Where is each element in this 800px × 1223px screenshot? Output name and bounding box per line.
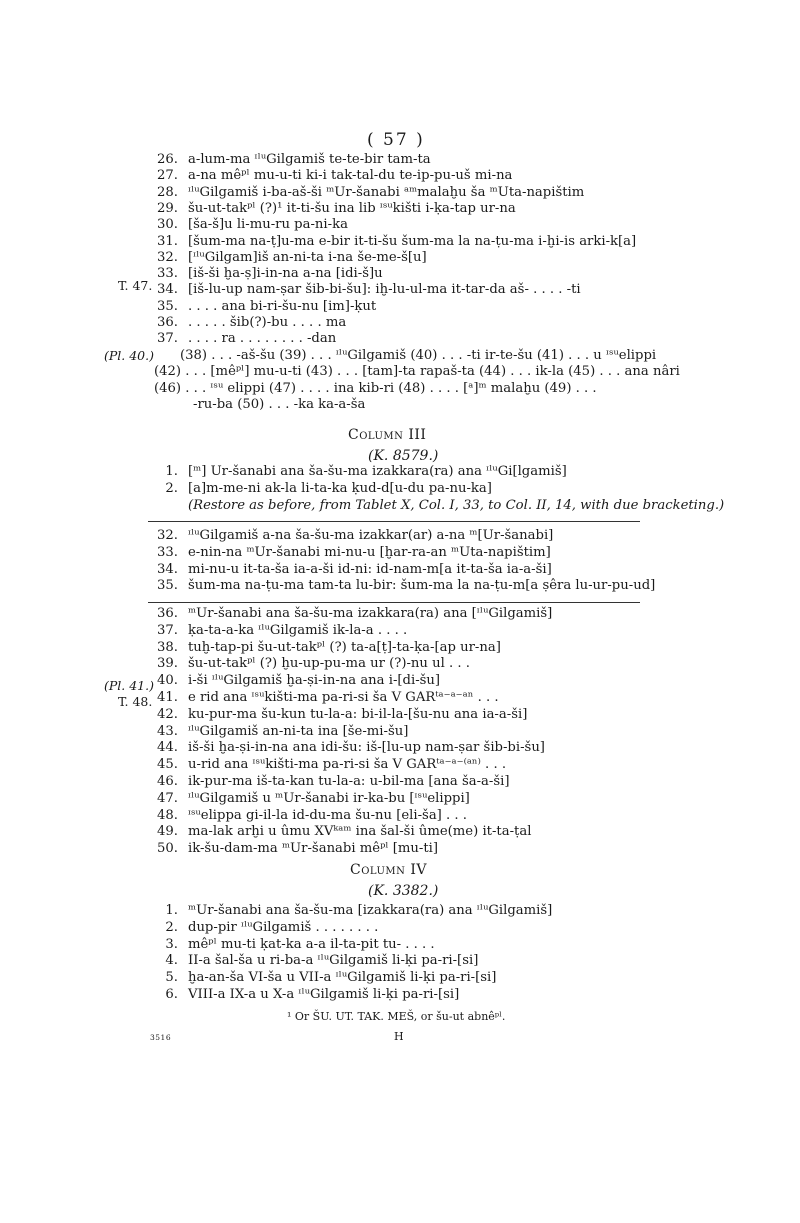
restoration-note: (Restore as before, from Tablet X, Col. I, 33, to Col. II, 14, with due bracketing.) xyxy=(188,498,725,513)
tablet-ref-t48: T. 48. xyxy=(118,694,153,709)
line-number: 32. xyxy=(157,249,178,265)
line-number: 28. xyxy=(157,184,178,200)
line-number: 45. xyxy=(157,757,178,773)
line-number: 2. xyxy=(165,481,178,496)
line-number: 43. xyxy=(157,723,178,739)
line-number: 42. xyxy=(157,706,178,722)
line-text: ḫa-an-ša VI-ša u VII-a ᶦˡᵘGilgamiš li-ḳi pa-ri-[si] xyxy=(188,970,497,986)
line-text: ᵐUr-šanabi ana ša-šu-ma izakkara(ra) ana [ᶦˡᵘGilgamiš] xyxy=(188,606,553,621)
line-text: i-ši ᶦˡᵘGilgamiš ḫa-ṣi-in-na ana i-[di-šu] xyxy=(188,673,441,689)
line-text: ᶦˡᵘGilgamiš i-ba-aš-ši ᵐUr-šanabi ᵃᵐmalaḫu ša ᵐUta-napištim xyxy=(188,184,585,200)
line-text: dup-pir ᶦˡᵘGilgamiš . . . . . . . . xyxy=(188,919,379,935)
line-text: šu-ut-takᵖˡ (?)¹ it-ti-šu ina lib ᶦˢᵘkišti i-ḳa-tap ur-na xyxy=(188,200,516,216)
run-line: (46) . . . ᶦˢᵘ elippi (47) . . . . ina kib-ri (48) . . . . [ᵃ]ᵐ malaḫu (49) . . . xyxy=(154,380,597,396)
line-text: . . . . . šib(?)-bu . . . . ma xyxy=(188,315,347,330)
line-number: 35. xyxy=(157,298,178,314)
tablet-ref-t47: T. 47. xyxy=(118,278,153,293)
line-number: 49. xyxy=(157,824,178,840)
line-number: 26. xyxy=(157,152,178,167)
line-number: 1. xyxy=(165,903,178,918)
line-text: [ᵐ] Ur-šanabi ana ša-šu-ma izakkara(ra) ana ᶦˡᵘGi[lgamiš] xyxy=(188,464,567,479)
column-4-heading: Column IV xyxy=(350,862,428,878)
line-text: ᵐUr-šanabi ana ša-šu-ma [izakkara(ra) ana ᶦˡᵘGilgamiš] xyxy=(188,903,553,918)
divider-rule-2 xyxy=(148,602,640,603)
line-number: 4. xyxy=(165,953,178,969)
line-text: ᶦˡᵘGilgamiš u ᵐUr-šanabi ir-ka-bu [ᶦˢᵘelippi] xyxy=(188,790,470,806)
line-text: ᶦˡᵘGilgamiš an-ni-ta ina [še-mi-šu] xyxy=(188,723,409,739)
line-text: VIII-a IX-a u X-a ᶦˡᵘGilgamiš li-ḳi pa-ri-[si] xyxy=(188,987,460,1002)
column-4-source: (K. 3382.) xyxy=(368,883,439,899)
line-number: 2. xyxy=(165,919,178,935)
line-text: a-lum-ma ᶦˡᵘGilgamiš te-te-bir tam-ta xyxy=(188,152,431,167)
footnote: ¹ Or ŠU. UT. TAK. MEŠ, or šu-ut abnêᵖˡ. xyxy=(287,1010,506,1023)
line-text: ḳa-ta-a-ka ᶦˡᵘGilgamiš ik-la-a . . . . xyxy=(188,622,408,638)
line-text: ik-pur-ma iš-ta-kan tu-la-a: u-bil-ma [ana ša-a-ši] xyxy=(188,774,510,789)
run-line: (38) . . . -aš-šu (39) . . . ᶦˡᵘGilgamiš (40) . . . -ti ir-te-šu (41) . . . u ᶦˢᵘelippi xyxy=(180,348,657,363)
line-text: ᶦˢᵘelippa gi-il-la id-du-ma šu-nu [eli-ša] . . . xyxy=(188,807,467,823)
run-line: (42) . . . [mêᵖˡ] mu-u-ti (43) . . . [tam]-ta rapaš-ta (44) . . . ik-la (45) . . . ana nâri xyxy=(154,364,680,380)
line-number: 34. xyxy=(157,561,178,577)
plate-ref-41: (Pl. 41.) xyxy=(104,678,154,693)
line-text: mêᵖˡ mu-ti ḳat-ka a-a il-ta-pit tu- . . . . xyxy=(188,936,435,952)
line-text: tuḫ-tap-pi šu-ut-takᵖˡ (?) ta-a[ṭ]-ta-ḳa-[ap ur-na] xyxy=(188,639,501,655)
signature-letter: H xyxy=(394,1030,404,1043)
line-text: e rid ana ᶦˢᵘkišti-ma pa-ri-si ša V GARᵗᵃ⁻ᵃ⁻ᵃⁿ . . . xyxy=(188,690,499,705)
column-3-heading: Column III xyxy=(348,427,427,443)
line-text: a-na mêᵖˡ mu-u-ti ki-i tak-tal-du te-ip-pu-uš mi-na xyxy=(188,168,513,184)
line-text: . . . . ra . . . . . . . . -dan xyxy=(188,331,337,347)
plate-ref-40: (Pl. 40.) xyxy=(104,348,154,363)
line-number: 50. xyxy=(157,841,178,857)
run-line: -ru-ba (50) . . . -ka ka-a-ša xyxy=(193,396,366,412)
line-number: 38. xyxy=(157,639,178,655)
line-number: 36. xyxy=(157,315,178,330)
line-text: iš-ši ḫa-ṣi-in-na ana idi-šu: iš-[lu-up nam-ṣar šib-bi-šu] xyxy=(188,740,545,756)
line-text: mi-nu-u it-ta-ša ia-a-ši id-ni: id-nam-m[a it-ta-ša ia-a-ši] xyxy=(188,561,552,577)
line-number: 46. xyxy=(157,774,178,789)
line-text: u-rid ana ᶦˢᵘkišti-ma pa-ri-si ša V GARᵗᵃ⁻ᵃ⁻⁽ᵃⁿ⁾ . . . xyxy=(188,757,507,773)
line-text: . . . . ana bi-ri-šu-nu [im]-ḳut xyxy=(188,298,377,314)
line-number: 48. xyxy=(157,807,178,823)
line-number: 41. xyxy=(157,690,178,705)
line-number: 31. xyxy=(157,233,178,249)
line-number: 6. xyxy=(165,987,178,1002)
line-text: ᶦˡᵘGilgamiš a-na ša-šu-ma izakkar(ar) a-na ᵐ[Ur-šanabi] xyxy=(188,528,554,543)
line-text: e-nin-na ᵐUr-šanabi mi-nu-u [ḫar-ra-an ᵐUta-napištim] xyxy=(188,544,551,560)
page-number: ( 57 ) xyxy=(367,130,425,150)
line-number: 44. xyxy=(157,740,178,756)
line-number: 1. xyxy=(165,464,178,479)
line-number: 29. xyxy=(157,200,178,216)
line-text: [iš-ši ḫa-ṣ]i-in-na a-na [idi-š]u xyxy=(188,266,383,282)
line-number: 40. xyxy=(157,673,178,689)
line-text: [ša-š]u li-mu-ru pa-ni-ka xyxy=(188,217,348,233)
line-number: 39. xyxy=(157,656,178,672)
line-number: 37. xyxy=(157,331,178,347)
line-number: 36. xyxy=(157,606,178,621)
line-number: 27. xyxy=(157,168,178,184)
line-number: 3. xyxy=(165,936,178,952)
divider-rule-1 xyxy=(148,521,640,522)
line-text: [iš-lu-up nam-ṣar šib-bi-šu]: iḫ-lu-ul-ma it-tar-da aš- . . . . -ti xyxy=(188,282,581,298)
line-text: ku-pur-ma šu-kun tu-la-a: bi-il-la-[šu-nu ana ia-a-ši] xyxy=(188,706,528,722)
line-text: II-a šal-ša u ri-ba-a ᶦˡᵘGilgamiš li-ḳi pa-ri-[si] xyxy=(188,953,479,969)
line-number: 35. xyxy=(157,578,178,594)
column-3-source: (K. 8579.) xyxy=(368,448,439,464)
line-text: [ᶦˡᵘGilgam]iš an-ni-ta i-na še-me-š[u] xyxy=(188,249,427,265)
line-number: 32. xyxy=(157,528,178,543)
line-number: 37. xyxy=(157,622,178,638)
line-text: [šum-ma na-ṭ]u-ma e-bir it-ti-šu šum-ma la na-ṭu-ma i-ḫi-is arki-k[a] xyxy=(188,233,637,249)
line-text: šu-ut-takᵖˡ (?) ḫu-up-pu-ma ur (?)-nu ul . . . xyxy=(188,656,470,672)
line-number: 47. xyxy=(157,790,178,806)
line-number: 33. xyxy=(157,266,178,282)
printer-signature: 3516 xyxy=(150,1033,172,1042)
line-number: 30. xyxy=(157,217,178,233)
line-text: ma-lak arḫi u ûmu XVᵏᵃᵐ ina šal-ši ûme(me) it-ta-ṭal xyxy=(188,824,532,840)
line-number: 34. xyxy=(157,282,178,298)
line-number: 33. xyxy=(157,544,178,560)
line-text: šum-ma na-ṭu-ma tam-ta lu-bir: šum-ma la na-ṭu-m[a ṣêra lu-ur-pu-ud] xyxy=(188,578,656,594)
line-text: ik-šu-dam-ma ᵐUr-šanabi mêᵖˡ [mu-ti] xyxy=(188,841,439,857)
line-number: 5. xyxy=(165,970,178,986)
line-text: [a]m-me-ni ak-la li-ta-ka ḳud-d[u-du pa-nu-ka] xyxy=(188,481,492,496)
